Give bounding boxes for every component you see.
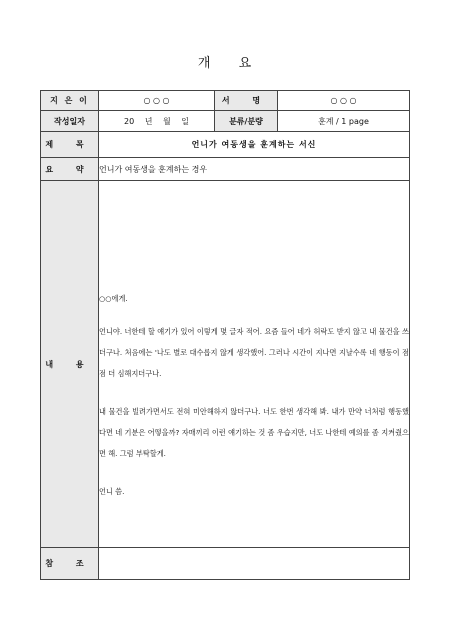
signer-value: ○ ○ ○ [278, 91, 410, 111]
author-value: ○ ○ ○ [99, 91, 215, 111]
date-value: 20 년 월 일 [99, 111, 215, 132]
content-label: 내 용 [41, 181, 99, 548]
category-label: 분류/분량 [215, 111, 278, 132]
author-row [41, 91, 410, 111]
reference-value [99, 548, 410, 580]
reference-label: 참 조 [41, 548, 99, 580]
page-title: 개 요 [197, 56, 253, 71]
reference-row [41, 548, 410, 580]
overview-form [40, 90, 410, 580]
category-value: 훈계 / 1 page [278, 111, 410, 132]
subject-label: 제 목 [41, 132, 99, 158]
content-row [41, 181, 410, 548]
letter-paragraph-1: 언니야. 너한테 할 얘기가 있어 이렇게 몇 글자 적어. 요즘 들어 네가 허락도 받지 않고 내 물건을 쓰더구나. 처음에는 '나도 별로 대수롭지 않게 생각했어. 그러나 시간이 지나면 지날수록 네 행동이 점점 더 심해지더구나. [99, 326, 409, 378]
subject-value: 언니가 여동생을 훈계하는 서신 [99, 132, 410, 158]
subject-row [41, 132, 410, 158]
summary-value: 언니가 여동생을 훈계하는 경우 [99, 158, 410, 181]
signer-label: 서 명 [215, 91, 278, 111]
content-cell [99, 181, 410, 548]
letter-paragraph-2: 내 물건을 빌려가면서도 전혀 미안해하지 않더구나. 너도 한번 생각해 봐. 내가 만약 너처럼 행동했다면 네 기분은 어떻을까? 자매끼리 이런 얘기하는 것 좀 우습지만, 너도 나한테 예의를 좀 지켜줬으면 해. 그럼 부탁할게. [99, 406, 409, 458]
date-label: 작성일자 [41, 111, 99, 132]
letter-closing: 언니 씀. [99, 486, 125, 496]
letter-body [99, 288, 409, 502]
letter-greeting: ○○에게. [99, 293, 128, 303]
summary-label: 요 약 [41, 158, 99, 181]
date-row [41, 111, 410, 132]
summary-row [41, 158, 410, 181]
author-label: 지 은 이 [41, 91, 99, 111]
